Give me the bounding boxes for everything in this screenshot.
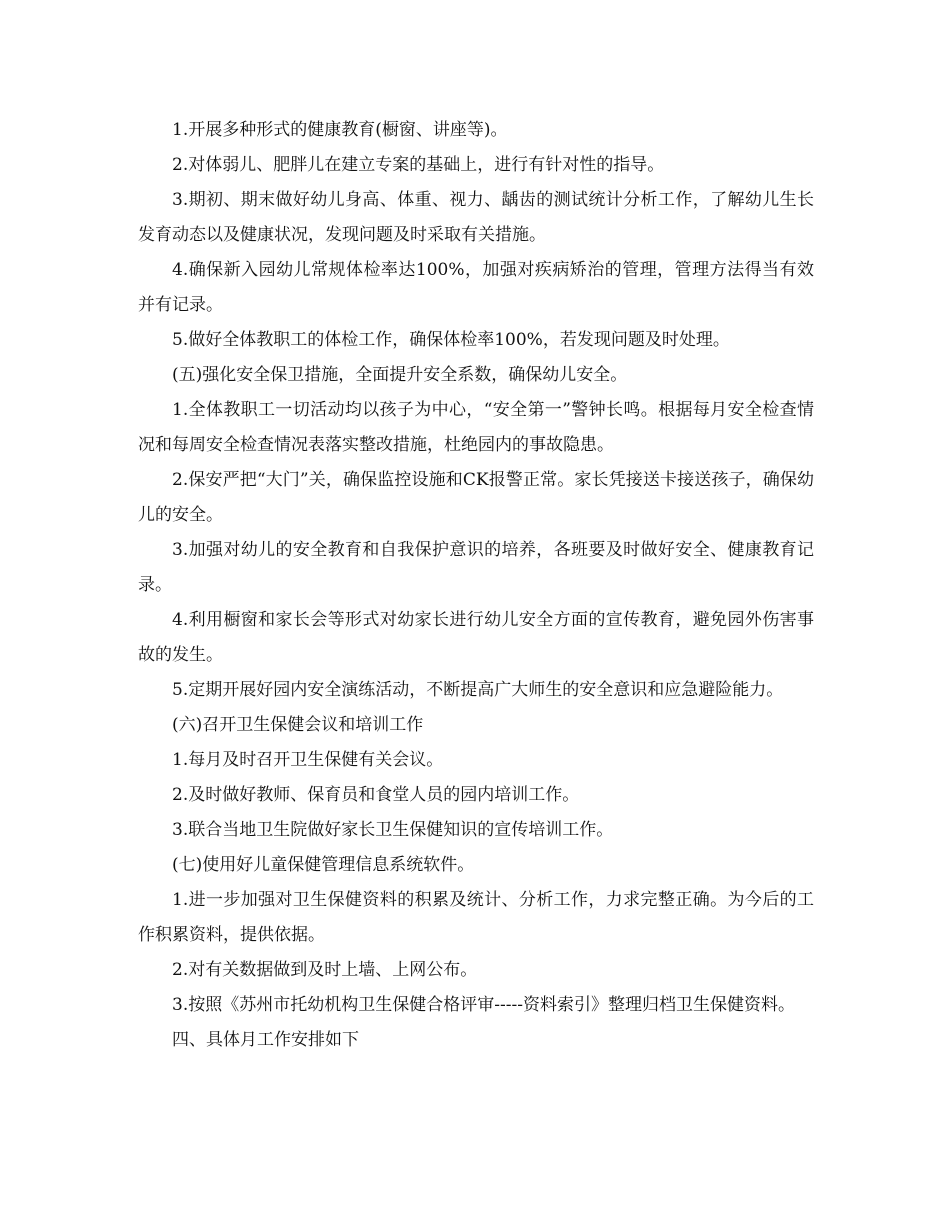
paragraph-health-education: 1.开展多种形式的健康教育(橱窗、讲座等)。 — [172, 120, 508, 140]
paragraph-gate-security: 2.保安严把“大门”关，确保监控设施和CK报警正常。家长凭接送卡接送孩子，确保幼儿的安全。 — [138, 470, 814, 525]
paragraph-staff-training: 2.及时做好教师、保育员和食堂人员的园内培训工作。 — [172, 785, 580, 805]
paragraph-weak-obese-children: 2.对体弱儿、肥胖儿在建立专案的基础上，进行有针对性的指导。 — [172, 155, 665, 175]
paragraph-safety-first: 1.全体教职工一切活动均以孩子为中心，“安全第一”警钟长鸣。根据每月安全检查情况和每周安全检查情况表落实整改措施，杜绝园内的事故隐患。 — [138, 400, 814, 455]
paragraph-parent-training: 3.联合当地卫生院做好家长卫生保健知识的宣传培训工作。 — [172, 820, 614, 840]
section-heading-monthly-plan: 四、具体月工作安排如下 — [172, 1030, 359, 1050]
paragraph-monthly-meeting: 1.每月及时召开卫生保健有关会议。 — [172, 750, 444, 770]
paragraph-data-publishing: 2.对有关数据做到及时上墙、上网公布。 — [172, 960, 478, 980]
document-body — [138, 113, 814, 1058]
paragraph-archive-materials: 3.按照《苏州市托幼机构卫生保健合格评审-----资料索引》整理归档卫生保健资料。 — [172, 995, 795, 1015]
paragraph-safety-education: 3.加强对幼儿的安全教育和自我保护意识的培养，各班要及时做好安全、健康教育记录。 — [138, 540, 814, 595]
section-heading-meetings-training: (六)召开卫生保健会议和培训工作 — [172, 715, 424, 735]
section-heading-safety: (五)强化安全保卫措施，全面提升安全系数，确保幼儿安全。 — [172, 365, 628, 385]
paragraph-data-accumulation: 1.进一步加强对卫生保健资料的积累及统计、分析工作，力求完整正确。为今后的工作积累资料，提供依据。 — [138, 890, 814, 945]
paragraph-safety-drill: 5.定期开展好园内安全演练活动，不断提高广大师生的安全意识和应急避险能力。 — [172, 680, 784, 700]
paragraph-staff-checkup: 5.做好全体教职工的体检工作，确保体检率100%，若发现问题及时处理。 — [172, 330, 730, 350]
paragraph-growth-measurement: 3.期初、期末做好幼儿身高、体重、视力、龋齿的测试统计分析工作，了解幼儿生长发育动态以及健康状况，发现问题及时采取有关措施。 — [138, 190, 814, 245]
paragraph-new-child-checkup: 4.确保新入园幼儿常规体检率达100%，加强对疾病矫治的管理，管理方法得当有效并有记录。 — [138, 260, 814, 315]
section-heading-info-system: (七)使用好儿童保健管理信息系统软件。 — [172, 855, 475, 875]
paragraph-parent-publicity: 4.利用橱窗和家长会等形式对幼家长进行幼儿安全方面的宣传教育，避免园外伤害事故的发生。 — [138, 610, 814, 665]
